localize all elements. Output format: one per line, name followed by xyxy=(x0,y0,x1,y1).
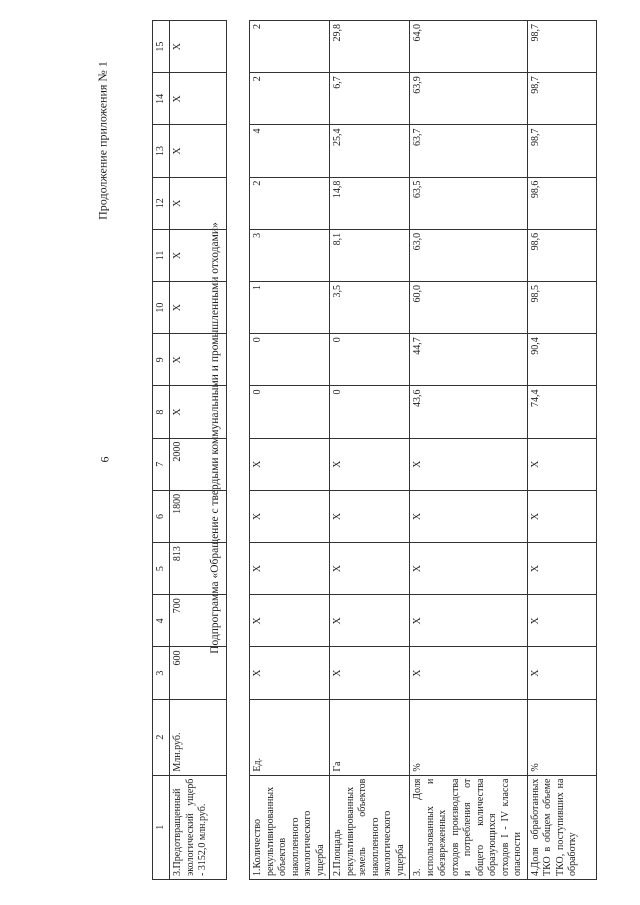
cell-value: 0 xyxy=(330,386,410,438)
header-row xyxy=(153,21,170,880)
subprogram-title: Подпрограмма «Обращение с твердыми коммунальными и промышленными отходами» xyxy=(209,222,221,654)
cell-value: 25,4 xyxy=(330,125,410,177)
cell-value: X xyxy=(527,438,596,490)
cell-value: X xyxy=(330,490,410,542)
cell-value: 64,0 xyxy=(410,21,528,73)
indicators-table-wrapper xyxy=(152,20,587,880)
cell-value: 2 xyxy=(250,177,330,229)
continuation-heading: Продолжение приложения № 1 xyxy=(95,61,110,220)
cell-value: X xyxy=(527,543,596,595)
cell-value: 4 xyxy=(250,125,330,177)
cell-value: 98,7 xyxy=(527,21,596,73)
cell-value: 0 xyxy=(250,386,330,438)
cell-value: X xyxy=(170,334,227,386)
cell-value: X xyxy=(410,647,528,699)
cell-value: 98,7 xyxy=(527,125,596,177)
cell-value: 98,7 xyxy=(527,73,596,125)
cell-value: 63,9 xyxy=(410,73,528,125)
cell-value: 700 xyxy=(170,595,227,647)
col-header: 7 xyxy=(153,438,170,490)
cell-value: X xyxy=(330,595,410,647)
cell-value: X xyxy=(330,438,410,490)
cell-value: X xyxy=(170,386,227,438)
cell-value: X xyxy=(170,21,227,73)
cell-value: 43,6 xyxy=(410,386,528,438)
row-name: 1.Количество рекультивированных объектов накопленного экологического ущерба xyxy=(250,775,330,879)
table-row xyxy=(330,21,410,880)
cell-value: X xyxy=(170,282,227,334)
cell-value: 0 xyxy=(250,334,330,386)
cell-value: 29,8 xyxy=(330,21,410,73)
cell-value: X xyxy=(410,438,528,490)
table-row xyxy=(250,21,330,880)
cell-value: X xyxy=(527,490,596,542)
cell-value: 98,5 xyxy=(527,282,596,334)
col-header: 13 xyxy=(153,125,170,177)
cell-value: X xyxy=(527,647,596,699)
row-name: 3.Предотвращенный экологический ущерб - 3152,0 млн.руб. xyxy=(170,775,227,879)
cell-value: X xyxy=(527,595,596,647)
col-header: 1 xyxy=(153,775,170,879)
cell-value: 74,4 xyxy=(527,386,596,438)
row-name: 4.Доля обработанных ТКО в общем объеме ТКО, поступивших на обработку xyxy=(527,775,596,879)
cell-value: 0 xyxy=(330,334,410,386)
cell-value: X xyxy=(250,438,330,490)
cell-value: X xyxy=(330,543,410,595)
cell-value: X xyxy=(410,595,528,647)
cell-value: X xyxy=(250,595,330,647)
cell-value: 1 xyxy=(250,282,330,334)
cell-value: X xyxy=(410,490,528,542)
cell-value: 3,5 xyxy=(330,282,410,334)
col-header: 14 xyxy=(153,73,170,125)
cell-value: X xyxy=(250,647,330,699)
row-unit: Ед. xyxy=(250,699,330,775)
cell-value: X xyxy=(170,177,227,229)
row-name: 2.Площадь рекультивированных земель объектов накопленного экологического ущерба xyxy=(330,775,410,879)
cell-value: X xyxy=(170,73,227,125)
cell-value: 63,5 xyxy=(410,177,528,229)
table-row xyxy=(410,21,528,880)
cell-value: 813 xyxy=(170,543,227,595)
table-row xyxy=(527,21,596,880)
cell-value: 3 xyxy=(250,229,330,281)
cell-value: 60,0 xyxy=(410,282,528,334)
cell-value: X xyxy=(170,125,227,177)
cell-value: 14,8 xyxy=(330,177,410,229)
col-header: 12 xyxy=(153,177,170,229)
cell-value: 90,4 xyxy=(527,334,596,386)
cell-value: 63,7 xyxy=(410,125,528,177)
col-header: 5 xyxy=(153,543,170,595)
cell-value: X xyxy=(250,490,330,542)
cell-value: 2 xyxy=(250,21,330,73)
cell-value: X xyxy=(170,229,227,281)
subprogram-spacer xyxy=(227,21,250,880)
indicators-table xyxy=(152,20,597,880)
cell-value: 98,6 xyxy=(527,229,596,281)
cell-value: X xyxy=(410,543,528,595)
row-name: 3. Доля использованных и обезвреженных отходов производства и потребления от общего количества образующихся отходов I - IV класса опасности xyxy=(410,775,528,879)
col-header: 8 xyxy=(153,386,170,438)
col-header: 6 xyxy=(153,490,170,542)
col-header: 4 xyxy=(153,595,170,647)
cell-value: 63,0 xyxy=(410,229,528,281)
cell-value: 8,1 xyxy=(330,229,410,281)
col-header: 15 xyxy=(153,21,170,73)
cell-value: 1800 xyxy=(170,490,227,542)
subprogram-row xyxy=(227,21,250,880)
row-unit: % xyxy=(527,699,596,775)
col-header: 10 xyxy=(153,282,170,334)
col-header: 11 xyxy=(153,229,170,281)
col-header: 3 xyxy=(153,647,170,699)
continuation-heading-box xyxy=(96,40,110,240)
table-row-prevented-damage xyxy=(170,21,227,880)
cell-value: 600 xyxy=(170,647,227,699)
cell-value: 6,7 xyxy=(330,73,410,125)
row-unit: Млн.руб. xyxy=(170,699,227,775)
cell-value: X xyxy=(330,647,410,699)
cell-value: 44,7 xyxy=(410,334,528,386)
cell-value: 2000 xyxy=(170,438,227,490)
cell-value: X xyxy=(250,543,330,595)
col-header: 2 xyxy=(153,699,170,775)
row-unit: % xyxy=(410,699,528,775)
col-header: 9 xyxy=(153,334,170,386)
cell-value: 98,6 xyxy=(527,177,596,229)
page-number: 6 xyxy=(97,456,112,463)
cell-value: 2 xyxy=(250,73,330,125)
row-unit: Га xyxy=(330,699,410,775)
